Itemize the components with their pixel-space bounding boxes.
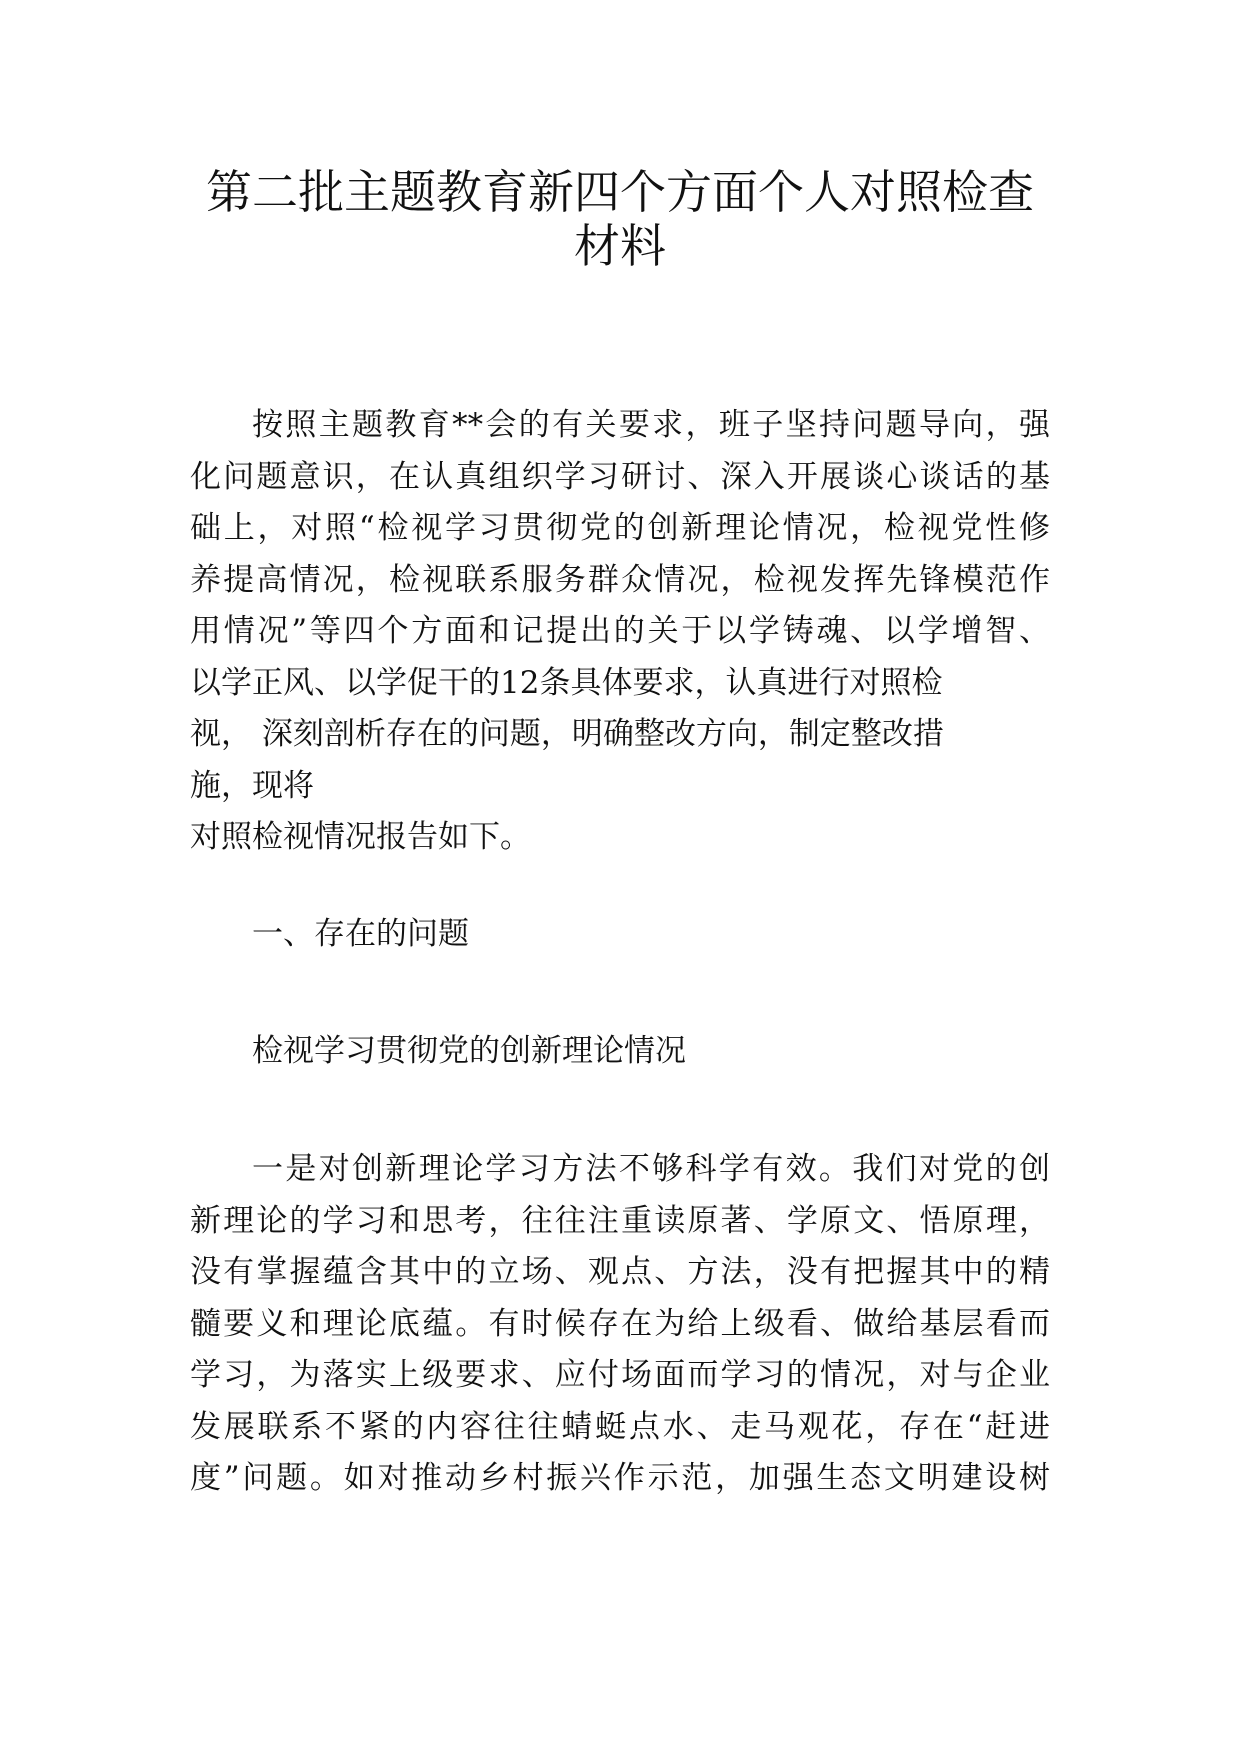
intro-line: 化问题意识，在认真组织学习研讨、深入开展谈心谈话的基 xyxy=(190,458,1050,495)
document-title-line-1: 第二批主题教育新四个方面个人对照检查 xyxy=(206,165,1034,219)
body-line: 新理论的学习和思考，往往注重读原著、学原文、悟原理， xyxy=(190,1202,1050,1239)
intro-line: 按照主题教育**会的有关要求，班子坚持问题导向，强 xyxy=(252,407,1050,443)
intro-line: 养提高情况，检视联系服务群众情况，检视发挥先锋模范作 xyxy=(190,561,1050,598)
body-paragraph xyxy=(190,1144,1050,1505)
intro-line: 用情况”等四个方面和记提出的关于以学铸魂、以学增智、 xyxy=(190,613,1050,649)
body-line: 发展联系不紧的内容往往蜻蜓点水、走马观花，存在“赶进 xyxy=(190,1408,1050,1445)
intro-line: 施，现将 xyxy=(190,767,314,804)
body-line: 学习，为落实上级要求、应付场面而学习的情况，对与企业 xyxy=(190,1357,1050,1393)
document-title-line-2: 材料 xyxy=(574,219,666,273)
body-line: 度”问题。如对推动乡村振兴作示范，加强生态文明建设树 xyxy=(190,1460,1050,1496)
subsection-heading-block xyxy=(190,1026,1050,1078)
intro-line: 以学正风、以学促干的12条具体要求，认真进行对照检 xyxy=(190,664,943,701)
intro-line: 对照检视情况报告如下。 xyxy=(190,819,531,855)
intro-paragraph xyxy=(190,400,1050,864)
intro-line: 视， 深刻剖析存在的问题，明确整改方向，制定整改措 xyxy=(190,716,944,752)
subsection-heading: 检视学习贯彻党的创新理论情况 xyxy=(252,1033,686,1069)
intro-line: 础上，对照“检视学习贯彻党的创新理论情况，检视党性修 xyxy=(190,510,1050,546)
section-heading: 一、存在的问题 xyxy=(252,916,469,952)
body-line: 没有掌握蕴含其中的立场、观点、方法，没有把握其中的精 xyxy=(190,1254,1050,1290)
body-line: 一是对创新理论学习方法不够科学有效。我们对党的创 xyxy=(252,1151,1050,1187)
body-line: 髓要义和理论底蕴。有时候存在为给上级看、做给基层看而 xyxy=(190,1305,1050,1342)
section-heading-block xyxy=(190,909,1050,961)
